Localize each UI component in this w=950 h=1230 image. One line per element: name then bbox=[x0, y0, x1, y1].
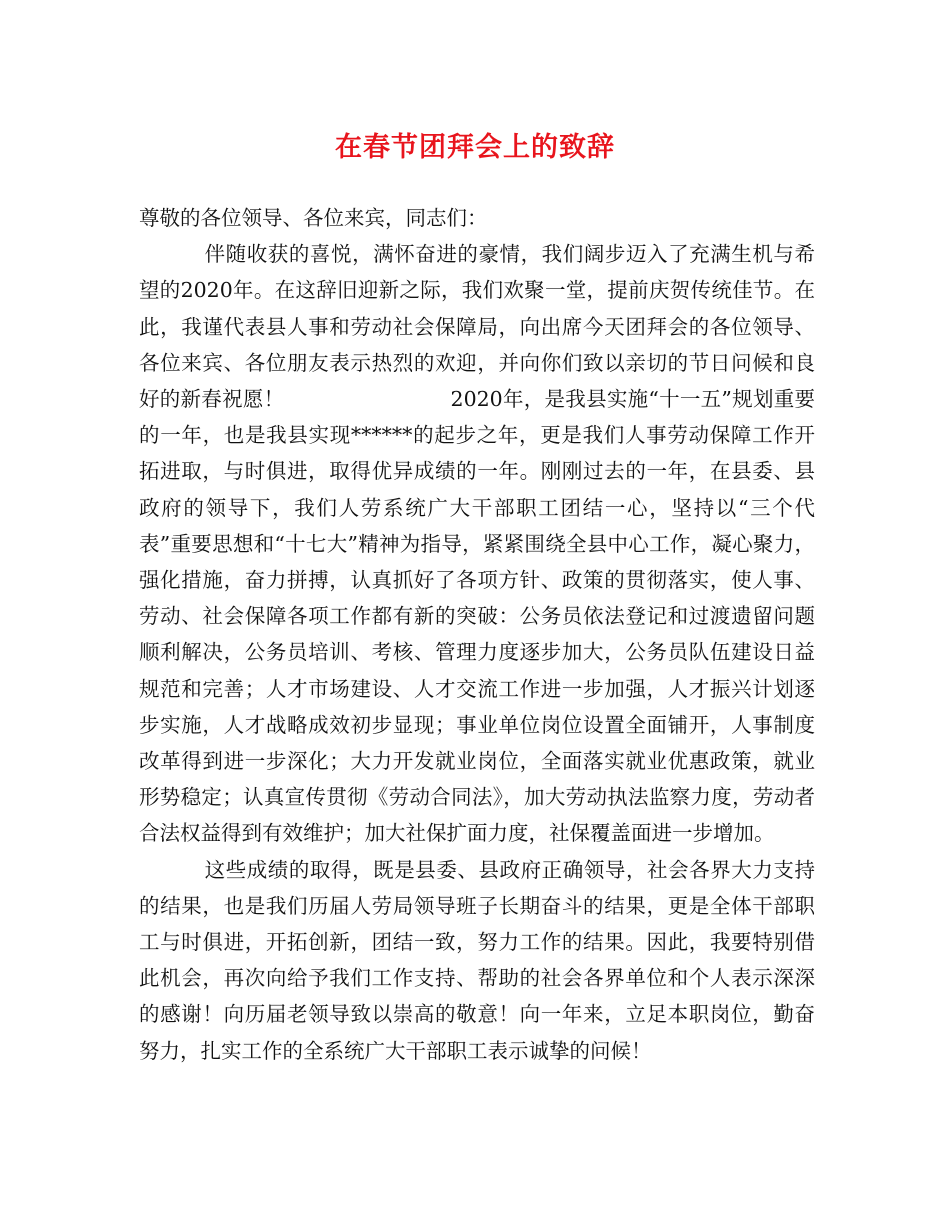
document-body bbox=[139, 200, 815, 1069]
document-title: 在春节团拜会上的致辞 bbox=[335, 132, 615, 163]
paragraph-1: 伴随收获的喜悦，满怀奋进的豪情，我们阔步迈入了充满生机与希望的2020年。在这辞旧迎新之际，我们欢聚一堂，提前庆贺传统佳节。在此，我谨代表县人事和劳动社会保障局，向出席今天团拜会的各位领导、各位来宾、各位朋友表示热烈的欢迎，并向你们致以亲切的节日问候和良好的新春祝愿！ 2020年，是我县实施“十一五”规划重要的一年，也是我县实现******的起步之年，更是我们人事劳动保障工作开拓进取，与时俱进，取得优异成绩的一年。刚刚过去的一年，在县委、县政府的领导下，我们人劳系统广大干部职工团结一心，坚持以“三个代表”重要思想和“十七大”精神为指导，紧紧围绕全县中心工作，凝心聚力，强化措施，奋力拼搏，认真抓好了各项方针、政策的贯彻落实，使人事、劳动、社会保障各项工作都有新的突破：公务员依法登记和过渡遗留问题顺利解决，公务员培训、考核、管理力度逐步加大，公务员队伍建设日益规范和完善；人才市场建设、人才交流工作进一步加强，人才振兴计划逐步实施，人才战略成效初步显现；事业单位岗位设置全面铺开，人事制度改革得到进一步深化；大力开发就业岗位，全面落实就业优惠政策，就业形势稳定；认真宣传贯彻《劳动合同法》，加大劳动执法监察力度，劳动者合法权益得到有效维护；加大社保扩面力度，社保覆盖面进一步增加。 bbox=[139, 242, 815, 846]
salutation: 尊敬的各位领导、各位来宾，同志们： bbox=[139, 206, 488, 230]
paragraph-2: 这些成绩的取得，既是县委、县政府正确领导，社会各界大力支持的结果，也是我们历届人劳局领导班子长期奋斗的结果，更是全体干部职工与时俱进，开拓创新，团结一致，努力工作的结果。因此，我要特别借此机会，再次向给予我们工作支持、帮助的社会各界单位和个人表示深深的感谢！向历届老领导致以崇高的敬意！向一年来，立足本职岗位，勤奋努力，扎实工作的全系统广大干部职工表示诚挚的问候！ bbox=[139, 857, 815, 1063]
